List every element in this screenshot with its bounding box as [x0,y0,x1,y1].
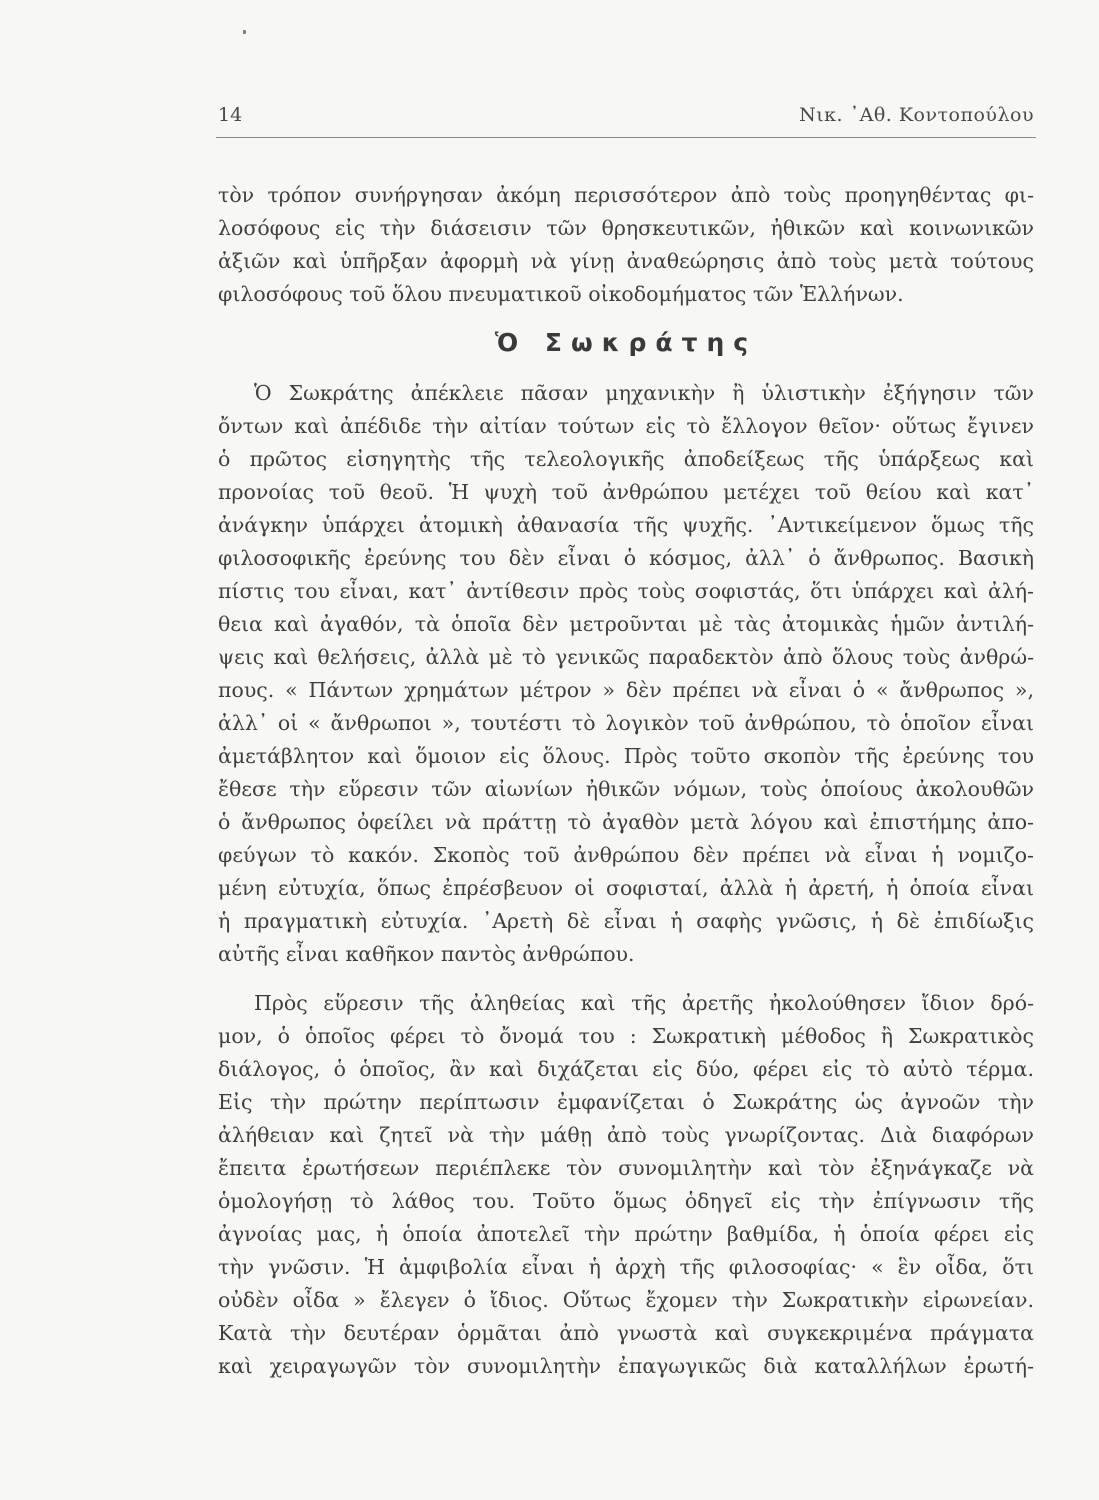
text-line: φεύγων τὸ κακόν. Σκοπὸς τοῦ ἀνθρώπου δὲν πρέπει νὰ εἶναι ἡ νομιζο- [218,843,1034,867]
text-line: ὁμολογήσῃ τὸ λάθος του. Τοῦτο ὅμως ὁδηγεῖ εἰς τὴν ἐπίγνωσιν τῆς [218,1189,1034,1213]
text-line: Κατὰ τὴν δευτέραν ὁρμᾶται ἀπὸ γνωστὰ καὶ συγκεκριμένα πράγματα [218,1321,1034,1345]
text-line: ἔπειτα ἐρωτήσεων περιέπλεκε τὸν συνομιλητὴν καὶ τὸν ἐξηνάγκαζε νὰ [218,1156,1034,1180]
text-line: μένη εὐτυχία, ὅπως ἐπρέσβευον οἱ σοφισταί, ἀλλὰ ἡ ἀρετή, ἡ ὁποία εἶναι [218,876,1034,900]
section-heading: Ὁ Σωκράτης [494,328,758,357]
text-line: ὁ ἄνθρωπος ὀφείλει νὰ πράττῃ τὸ ἀγαθὸν μετὰ λόγου καὶ ἐπιστήμης ἀπο- [218,810,1034,834]
page-header [218,104,1034,134]
text-line: ἔθεσε τὴν εὕρεσιν τῶν αἰωνίων ἠθικῶν νόμων, τοὺς ὁποίους ἀκολουθῶν [218,777,1034,801]
text-line: ὄντων καὶ ἀπέδιδε τὴν αἰτίαν τούτων εἰς τὸ ἔλλογον θεῖον· οὕτως ἔγινεν [218,414,1034,438]
text-line: πους. « Πάντων χρημάτων μέτρον » δὲν πρέπει νὰ εἶναι ὁ « ἄνθρωπος », [218,678,1034,702]
text-line: προνοίας τοῦ θεοῦ. Ἡ ψυχὴ τοῦ ἀνθρώπου μετέχει τοῦ θείου καὶ κατ᾿ [218,480,1034,504]
running-title: Νικ. ᾿Αθ. Κοντοπούλου [799,104,1034,126]
text-line: Ὁ Σωκράτης ἀπέκλειε πᾶσαν μηχανικὴν ἢ ὑλιστικὴν ἐξήγησιν τῶν [254,381,1034,405]
text-line: τὴν γνῶσιν. Ἡ ἀμφιβολία εἶναι ἡ ἀρχὴ τῆς φιλοσοφίας· « ἓν οἶδα, ὅτι [218,1255,1034,1279]
text-line: τὸν τρόπον συνήργησαν ἀκόμη περισσότερον ἀπὸ τοὺς προηγηθέντας φι- [218,183,1034,207]
text-line: ἡ πραγματικὴ εὐτυχία. ᾿Αρετὴ δὲ εἶναι ἡ σαφὴς γνῶσις, ἡ δὲ ἐπιδίωξις [218,909,1034,933]
text-line: λοσόφους εἰς τὴν διάσεισιν τῶν θρησκευτικῶν, ἠθικῶν καὶ κοινωνικῶν [218,216,1034,240]
ink-speck [243,30,246,34]
text-line: μον, ὁ ὁποῖος φέρει τὸ ὄνομά του : Σωκρατικὴ μέθοδος ἢ Σωκρατικὸς [218,1024,1034,1048]
text-line: Πρὸς εὕρεσιν τῆς ἀληθείας καὶ τῆς ἀρετῆς ἠκολούθησεν ἴδιον δρό- [254,991,1034,1015]
text-line: καὶ χειραγωγῶν τὸν συνομιλητὴν ἐπαγωγικῶς διὰ καταλλήλων ἐρωτή- [218,1354,1034,1378]
text-line: Εἰς τὴν πρώτην περίπτωσιν ἐμφανίζεται ὁ Σωκράτης ὡς ἀγνοῶν τὴν [218,1090,1034,1114]
text-line: ὁ πρῶτος εἰσηγητὴς τῆς τελεολογικῆς ἀποδείξεως τῆς ὑπάρξεως καὶ [218,447,1034,471]
text-line: πίστις του εἶναι, κατ᾿ ἀντίθεσιν πρὸς τοὺς σοφιστάς, ὅτι ὑπάρχει καὶ ἀλή- [218,579,1034,603]
text-line: ἀμετάβλητον καὶ ὅμοιον εἰς ὅλους. Πρὸς τοῦτο σκοπὸν τῆς ἐρεύνης του [218,744,1034,768]
text-line: αὐτῆς εἶναι καθῆκον παντὸς ἀνθρώπου. [218,942,635,966]
text-line: φιλοσόφους τοῦ ὅλου πνευματικοῦ οἰκοδομήματος τῶν Ἑλλήνων. [218,282,904,306]
text-line: ἀλλ᾿ οἱ « ἄνθρωποι », τουτέστι τὸ λογικὸν τοῦ ἀνθρώπου, τὸ ὁποῖον εἶναι [218,711,1034,735]
text-line: ψεις καὶ θελήσεις, ἀλλὰ μὲ τὸ γενικῶς παραδεκτὸν ἀπὸ ὅλους τοὺς ἀνθρώ- [218,645,1034,669]
text-line: ἀλήθειαν καὶ ζητεῖ νὰ τὴν μάθῃ ἀπὸ τοὺς γνωρίζοντας. Διὰ διαφόρων [218,1123,1034,1147]
text-line: θεια καὶ ἀγαθόν, τὰ ὁποῖα δὲν μετροῦνται μὲ τὰς ἀτομικὰς ἡμῶν ἀντιλή- [218,612,1034,636]
text-line: φιλοσοφικῆς ἐρεύνης του δὲν εἶναι ὁ κόσμος, ἀλλ᾿ ὁ ἄνθρωπος. Βασικὴ [218,546,1034,570]
page-number: 14 [218,104,243,126]
text-line: ἀξιῶν καὶ ὑπῆρξαν ἀφορμὴ νὰ γίνῃ ἀναθεώρησις ἀπὸ τοὺς μετὰ τούτους [218,249,1034,273]
text-line: ἀνάγκην ὑπάρχει ἀτομικὴ ἀθανασία τῆς ψυχῆς. ᾿Αντικείμενον ὅμως τῆς [218,513,1034,537]
text-line: ἀγνοίας μας, ἡ ὁποία ἀποτελεῖ τὴν πρώτην βαθμίδα, ἡ ὁποία φέρει εἰς [218,1222,1034,1246]
text-line: οὐδὲν οἶδα » ἔλεγεν ὁ ἴδιος. Οὕτως ἔχομεν τὴν Σωκρατικὴν εἰρωνείαν. [218,1288,1034,1312]
header-rule [216,137,1036,138]
text-line: διάλογος, ὁ ὁποῖος, ἂν καὶ διχάζεται εἰς δύο, φέρει εἰς τὸ αὐτὸ τέρμα. [218,1057,1034,1081]
